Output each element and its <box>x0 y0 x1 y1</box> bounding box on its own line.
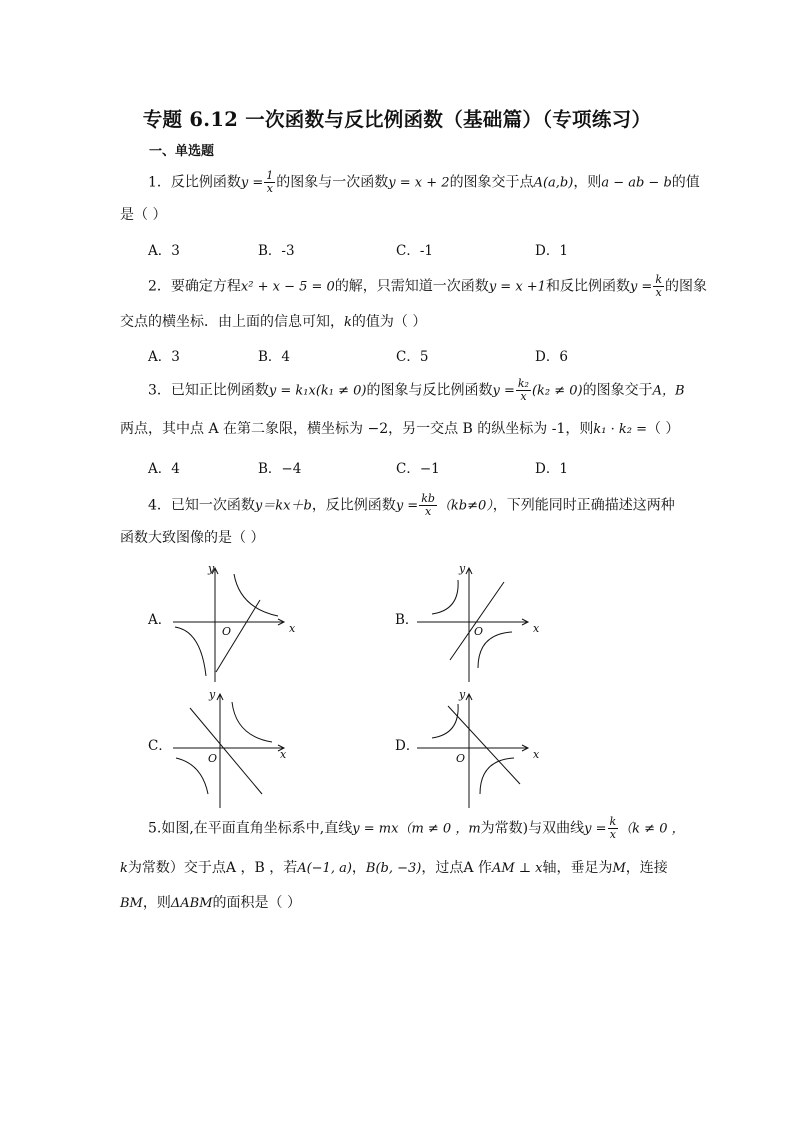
q3-option-b[interactable]: B．−4 <box>258 461 302 477</box>
origin-label: O <box>456 752 466 765</box>
q2-option-a[interactable]: A．3 <box>148 349 180 365</box>
q3-option-c[interactable]: C．−1 <box>396 461 440 477</box>
origin-label: O <box>474 625 484 638</box>
q2-option-b[interactable]: B．4 <box>258 349 291 365</box>
question-1-line2: 是（ ） <box>120 207 167 223</box>
graph-b-label[interactable]: B． <box>395 612 419 628</box>
graph-a[interactable] <box>168 560 298 690</box>
hyperbola-branch-2 <box>478 632 512 668</box>
y-label: y <box>459 688 466 701</box>
page-title: 专题 6.12 一次函数与反比例函数（基础篇）（专项练习） <box>142 108 652 131</box>
question-4-line2: 函数大致图像的是（ ） <box>120 530 265 546</box>
section-heading: 一、单选题 <box>149 144 215 159</box>
q1-option-b[interactable]: B．-3 <box>258 243 295 259</box>
line-graph <box>448 706 520 784</box>
q1-option-c[interactable]: C．-1 <box>396 243 433 259</box>
x-label: x <box>533 748 540 761</box>
graph-a-label[interactable]: A． <box>148 612 172 628</box>
hyperbola-branch-2 <box>480 758 514 794</box>
q3-option-a[interactable]: A．4 <box>148 461 180 477</box>
graph-d[interactable] <box>412 686 542 816</box>
fraction: $\frac{1}{x}$ <box>266 169 274 195</box>
question-3-line2: 两点，其中点 A 在第二象限，横坐标为 −2，另一交点 B 的纵坐标为 -1，则k₁ · k₂ =（ ） <box>120 421 680 437</box>
y-label: y <box>209 688 216 701</box>
hyperbola-branch-1 <box>432 580 458 614</box>
graph-c[interactable] <box>168 686 298 816</box>
line-graph <box>190 708 262 794</box>
question-5-line2: k为常数）交于点A ，B ，若A(−1, a)，B(b, −3)，过点A 作AM ⊥ x轴，垂足为M，连接 <box>120 860 668 876</box>
origin-label: O <box>208 752 218 765</box>
x-label: x <box>289 622 296 635</box>
fraction: $\frac{\text{k₂}}{x}$ <box>517 377 529 403</box>
fraction: $\frac{k}{x}$ <box>655 273 662 299</box>
x-label: x <box>533 622 540 635</box>
q2-option-c[interactable]: C．5 <box>396 349 429 365</box>
question-5-line3: BM，则ΔABM的面积是（ ） <box>120 895 301 911</box>
question-1: 1．反比例函数y = $\frac{1}{x}$ 的图象与一次函数y = x + 2的图象交于点A(a,b)，则a − ab − b的值 <box>148 169 700 195</box>
fraction: $\frac{k}{x}$ <box>609 815 617 841</box>
q3-option-d[interactable]: D．1 <box>535 461 568 477</box>
question-4: 4．已知一次函数y＝kx＋b，反比例函数y = $\frac{kb}{x}$ （kb≠0），下列能同时正确描述这两种 <box>148 492 675 518</box>
line-graph <box>450 582 504 660</box>
y-label: y <box>459 562 466 575</box>
origin-label: O <box>222 625 232 638</box>
graph-d-label[interactable]: D． <box>395 738 420 754</box>
graph-b[interactable] <box>412 560 542 690</box>
question-3: 3．已知正比例函数y = k₁x(k₁ ≠ 0)的图象与反比例函数y = $\frac{\text{k₂}}{x}$ (k₂ ≠ 0)的图象交于A，B <box>148 377 685 403</box>
question-2: 2．要确定方程x² + x − 5 = 0的解，只需知道一次函数y = x +1和反比例函数y = $\frac{k}{x}$ 的图象 <box>148 273 707 299</box>
x-label: x <box>280 748 287 761</box>
q2-option-d[interactable]: D．6 <box>535 349 568 365</box>
fraction: $\frac{kb}{x}$ <box>421 492 435 518</box>
question-5: 5.如图,在平面直角坐标系中,直线y = mx（m ≠ 0 ，m为常数)与双曲线y = $\frac{k}{x}$ （k ≠ 0 ， <box>148 815 685 841</box>
question-2-line2: 交点的横坐标．由上面的信息可知，k的值为（ ） <box>120 314 427 330</box>
hyperbola-branch-1 <box>232 702 272 742</box>
hyperbola-branch-2 <box>175 627 206 676</box>
hyperbola-branch-2 <box>176 758 208 794</box>
q1-option-a[interactable]: A．3 <box>148 243 180 259</box>
graph-c-label[interactable]: C． <box>148 738 172 754</box>
y-label: y <box>208 562 215 575</box>
q1-option-d[interactable]: D．1 <box>535 243 568 259</box>
hyperbola-branch-1 <box>432 704 458 738</box>
hyperbola-branch-1 <box>234 574 278 616</box>
